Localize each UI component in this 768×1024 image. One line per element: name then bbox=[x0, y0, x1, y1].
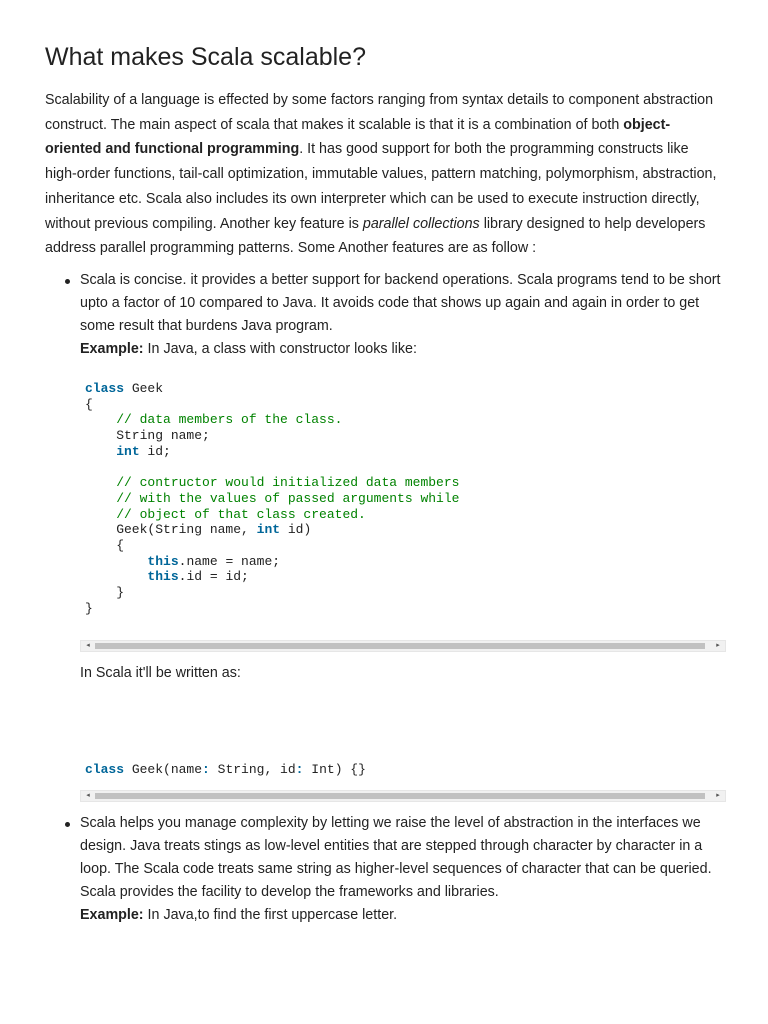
intro-paragraph bbox=[45, 88, 723, 261]
scroll-right-icon[interactable]: ▸ bbox=[716, 791, 720, 799]
scrollbar-thumb[interactable] bbox=[95, 643, 705, 649]
scrollbar-thumb[interactable] bbox=[95, 793, 705, 799]
code-text: id; bbox=[139, 443, 171, 459]
bullet1-example bbox=[80, 338, 723, 361]
code-comment: // with the values of passed arguments while bbox=[85, 490, 460, 506]
code-text: String name; bbox=[85, 428, 210, 444]
example-text: In Java, a class with constructor looks like: bbox=[143, 340, 417, 357]
feature-list bbox=[45, 269, 723, 927]
intro-italic: parallel collections bbox=[362, 215, 480, 232]
intro-text-2: . It has good support for both the programming constructs like high-order functions, tail-call optimization, immutable values, pattern matching, polymorphism, abstraction, inheritance etc. Scala also includes its own interpreter which can be used to execute instruction directly, without previous compiling. Another key feature is bbox=[45, 141, 717, 232]
java-code-scrollbar[interactable] bbox=[80, 640, 726, 652]
code-text: .name = name; bbox=[178, 553, 281, 569]
code-text: Int) {} bbox=[303, 761, 366, 777]
scala-code-block bbox=[80, 762, 723, 778]
code-text: Geek(String name, bbox=[85, 522, 257, 538]
code-comment: // object of that class created. bbox=[85, 506, 366, 522]
scroll-right-icon[interactable]: ▸ bbox=[716, 641, 720, 649]
intro-bold: object-oriented and functional programming bbox=[45, 116, 671, 158]
list-item bbox=[80, 269, 723, 802]
code-keyword: class bbox=[85, 380, 125, 396]
example-text: In Java,to find the first uppercase letter. bbox=[143, 906, 398, 923]
code-comment: // data members of the class. bbox=[85, 412, 343, 428]
code-keyword: this bbox=[147, 569, 179, 585]
page-title: What makes Scala scalable? bbox=[45, 43, 366, 71]
code-text: } bbox=[85, 600, 93, 616]
intro-text-1: Scalability of a language is effected by some factors ranging from syntax details to component abstraction construct. The main aspect of scala that makes it scalable is that it is a combination of both bbox=[45, 92, 714, 133]
java-code-block bbox=[80, 381, 723, 623]
code-keyword: : bbox=[202, 761, 210, 777]
code-text: } bbox=[85, 585, 125, 601]
code-text: { bbox=[85, 537, 125, 553]
code-text: Geek bbox=[124, 380, 164, 396]
example-label: Example: bbox=[80, 906, 144, 923]
scala-intro: In Scala it'll be written as: bbox=[80, 664, 241, 681]
code-text: .id = id; bbox=[178, 569, 249, 585]
scala-code-scrollbar[interactable] bbox=[80, 790, 726, 802]
example-label: Example: bbox=[80, 340, 144, 357]
code-keyword: int bbox=[116, 443, 140, 459]
code-text: String, id bbox=[209, 761, 296, 777]
code-keyword: int bbox=[256, 522, 281, 538]
list-item bbox=[80, 812, 723, 927]
code-text: { bbox=[85, 396, 93, 412]
bullet1-text: Scala is concise. it provides a better support for backend operations. Scala programs tend to be short upto a factor of 10 compared to Java. It avoids code that shows up again and again in order to get some result that burdens Java program. bbox=[80, 271, 721, 334]
code-keyword: : bbox=[295, 761, 304, 777]
code-keyword: this bbox=[147, 553, 179, 569]
scroll-left-icon[interactable]: ◂ bbox=[86, 641, 90, 649]
scroll-left-icon[interactable]: ◂ bbox=[86, 791, 90, 799]
code-text: id) bbox=[280, 522, 312, 538]
intro-text-3: library designed to help developers address parallel programming patterns. Some Another features are as follow : bbox=[45, 215, 706, 257]
bullet2-text: Scala helps you manage complexity by letting we raise the level of abstraction in the interfaces we design. Java treats stings as low-level entities that are stepped through character by character in a loop. The Scala code treats same string as higher-level sequences of character that can be queried. Scala provides the facility to develop the frameworks and libraries. bbox=[80, 814, 712, 900]
bullet2-example bbox=[80, 904, 723, 927]
code-text: Geek(name bbox=[124, 761, 203, 777]
code-keyword: class bbox=[85, 761, 125, 777]
code-comment: // contructor would initialized data members bbox=[85, 475, 460, 491]
